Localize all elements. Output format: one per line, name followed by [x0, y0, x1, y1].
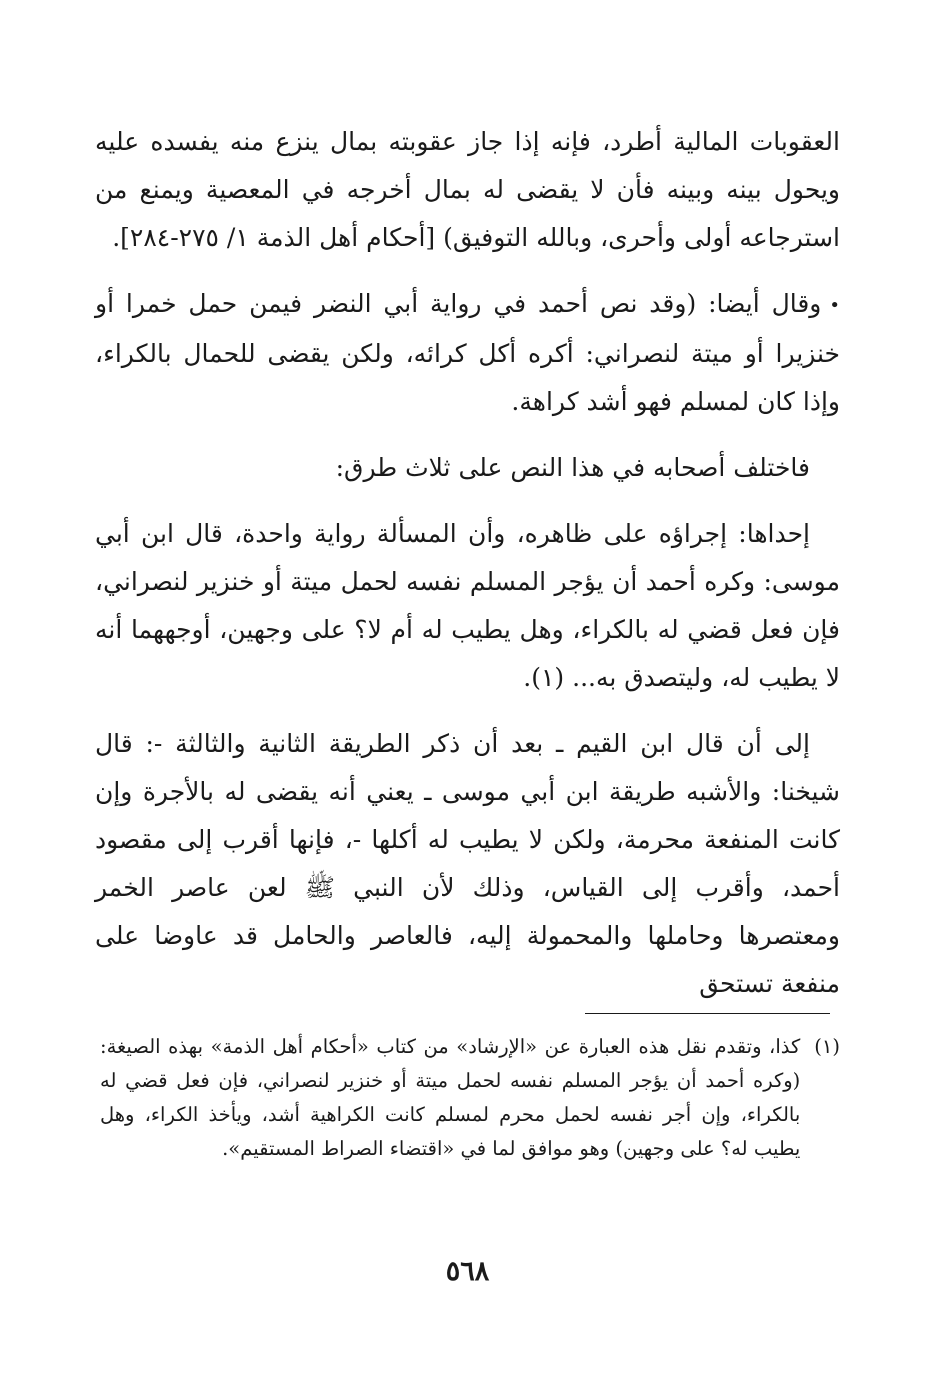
page-number: ٥٦٨	[445, 1256, 490, 1287]
footnote-text: كذا، وتقدم نقل هذه العبارة عن «الإرشاد» من كتاب «أحكام أهل الذمة» بهذه الصيغة: (وكره أحمد أن يؤجر المسلم نفسه لحمل ميتة أو خنزير لنصراني، فإن فعل قضي له بالكراء، وإن أجر نفسه لحمل محرم لمسلم كانت الكراهية أشد، ويأخذ الكراء، وهل يطيب له؟ على وجهين) وهو موافق لما في «اقتضاء الصراط المستقيم».	[100, 1035, 801, 1160]
main-text-block	[95, 118, 840, 1026]
bullet-icon: •	[829, 294, 840, 316]
footnote-separator	[585, 1013, 830, 1014]
footnote-number: (١)	[814, 1035, 840, 1058]
paragraph-5: إلى أن قال ابن القيم ـ بعد أن ذكر الطريقة الثانية والثالثة -: قال شيخنا: والأشبه طريقة ابن أبي موسى ـ يعني أنه يقضى له بالأجرة وإن كانت المنفعة محرمة، ولكن لا يطيب له أكلها -، فإنها أقرب إلى مقصود أحمد، وأقرب إلى القياس، وذلك لأن النبي ﷺ لعن عاصر الخمر ومعتصرها وحاملها والمحمولة إليه، فالعاصر والحامل قد عاوضا على منفعة تستحق	[95, 728, 840, 998]
footnote	[100, 1030, 840, 1166]
paragraph-4: إحداها: إجراؤه على ظاهره، وأن المسألة رواية واحدة، قال ابن أبي موسى: وكره أحمد أن يؤجر المسلم نفسه لحمل ميتة أو خنزير لنصراني، فإن فعل قضي له بالكراء، وهل يطيب له أم لا؟ على وجهين، أوجههما أنه لا يطيب له، وليتصدق به... (١).	[95, 518, 840, 692]
paragraph-2	[95, 280, 840, 426]
paragraph-1: العقوبات المالية أطرد، فإنه إذا جاز عقوبته بمال ينزع منه يفسده عليه ويحول بينه وبينه فأن لا يقضى له بمال أخرجه في المعصية ويمنع من استرجاعه أولى وأحرى، وبالله التوفيق) [أحكام أهل الذمة ١/ ٢٧٥-٢٨٤].	[95, 127, 840, 252]
paragraph-2-text: وقال أيضا: (وقد نص أحمد في رواية أبي النضر فيمن حمل خمرا أو خنزيرا أو ميتة لنصراني: أكره أكل كرائه، ولكن يقضى للحمال بالكراء، وإذا كان لمسلم فهو أشد كراهة.	[95, 289, 840, 416]
paragraph-3: فاختلف أصحابه في هذا النص على ثلاث طرق:	[335, 452, 810, 482]
